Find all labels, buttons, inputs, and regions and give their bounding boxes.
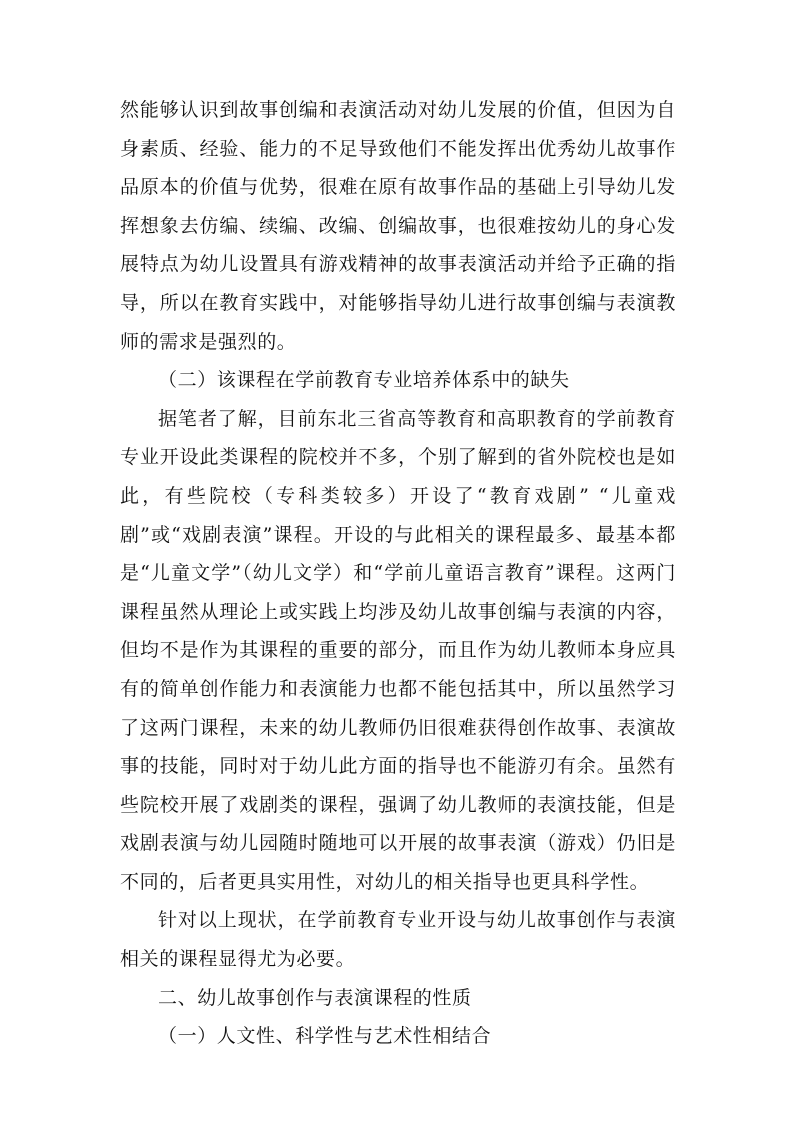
subheading-course-gap: （二）该课程在学前教育专业培养体系中的缺失 bbox=[158, 369, 570, 392]
paragraph-continuation: 然能够认识到故事创编和表演活动对幼儿发展的价值，但因为自身素质、经验、能力的不足导致他们不能发挥出优秀幼儿故事作品原本的价值与优势，很难在原有故事作品的基础上引导幼儿发挥想象去仿编、续编、改编、创编故事，也很难按幼儿的身心发展特点为幼儿设置具有游戏精神的故事表演活动并给予正确的指导，所以在教育实践中，对能够指导幼儿进行故事创编与表演教师的需求是强烈的。 bbox=[120, 99, 676, 353]
paragraph-survey: 据笔者了解，目前东北三省高等教育和高职教育的学前教育专业开设此类课程的院校并不多，个别了解到的省外院校也是如此，有些院校（专科类较多）开设了“教育戏剧” “儿童戏剧”或“戏剧表演”课程。开设的与此相关的课程最多、最基本都是“儿童文学”（幼儿文学）和“学前儿童语言教育”课程。这两门课程虽然从理论上或实践上均涉及幼儿故事创编与表演的内容，但均不是作为其课程的重要的部分，而且作为幼儿教师本身应具有的简单创作能力和表演能力也都不能包括其中，所以虽然学习了这两门课程，未来的幼儿教师仍旧很难获得创作故事、表演故事的技能，同时对于幼儿此方面的指导也不能游刃有余。虽然有些院校开展了戏剧类的课程，强调了幼儿教师的表演技能，但是戏剧表演与幼儿园随时随地可以开展的故事表演（游戏）仍旧是不同的，后者更具实用性，对幼儿的相关指导也更具科学性。 bbox=[120, 407, 676, 893]
paragraph-conclusion: 针对以上现状，在学前教育专业开设与幼儿故事创作与表演相关的课程显得尤为必要。 bbox=[120, 909, 676, 971]
body-text bbox=[120, 91, 676, 1056]
section-heading-course-nature: 二、幼儿故事创作与表演课程的性质 bbox=[158, 986, 472, 1009]
subheading-humanistic-scientific-artistic: （一）人文性、科学性与艺术性相结合 bbox=[158, 1025, 492, 1048]
